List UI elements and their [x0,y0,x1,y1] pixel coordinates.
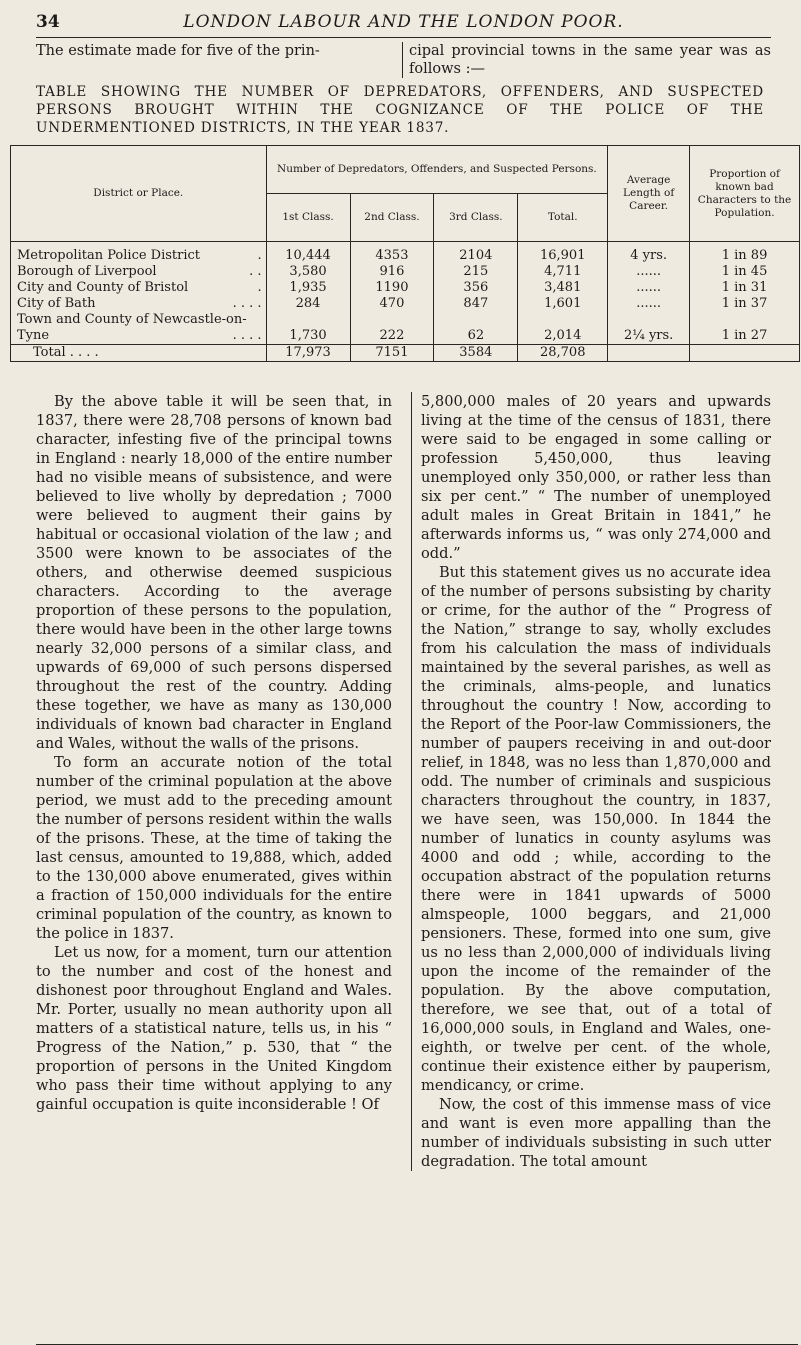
row-place: Metropolitan Police District [17,248,201,263]
row-dots: . . . . [232,328,262,343]
row-class-1: 3,580 [266,264,350,280]
row-place: Borough of Liverpool [17,264,157,279]
total-class-3: 3584 [434,345,518,362]
left-column [36,392,392,1114]
row-average: ...... [608,296,690,312]
header-average-length: Average Length of Career. [608,146,690,242]
table-total-row [11,345,800,362]
paragraph: Now, the cost of this immense mass of vice and want is even more appalling than the number of individuals subsisting in such utter degradation. The total amount [421,1096,771,1170]
row-total: 1,601 [518,296,608,312]
row-proportion: 1 in 89 [690,242,800,265]
row-average: 2¼ yrs. [608,312,690,345]
row-place: Town and County of Newcastle-on-Tyne [17,312,247,343]
header-number-group: Number of Depredators, Offenders, and Suspected Persons. [266,146,608,194]
intro-left: The estimate made for five of the prin- [36,43,320,59]
row-class-1: 1,935 [266,280,350,296]
row-class-2: 916 [350,264,434,280]
row-class-2: 222 [350,312,434,345]
row-dots: . . [249,264,262,279]
row-class-3: 62 [434,312,518,345]
header-total: Total. [518,194,608,242]
header-rule [36,37,771,38]
depredators-table [10,145,800,362]
row-dots: . . . . [232,296,262,311]
page-header [36,8,771,36]
total-class-1: 17,973 [266,345,350,362]
total-class-2: 7151 [350,345,434,362]
table-row [11,242,800,265]
paragraph: By the above table it will be seen that, in 1837, there were 28,708 persons of known bad character, infesting five of the principal towns in England : nearly 18,000 of the entire number had no visible means of subsistence, and were believed to live wholly by depredation ; 7000 were believed to augment their gains by habitual or occasional violation of the law ; and 3500 were known to be associates of the others, and otherwise deemed suspicious characters. According to the average proportion of these persons to the population, there would have been in the other large towns nearly 32,000 persons of a similar class, and upwards of 69,000 of such persons dispersed throughout the rest of the country. Adding these together, we have as many as 130,000 individuals of known bad character in England and Wales, without the walls of the prisons. [36,393,392,752]
header-proportion: Proportion of known bad Characters to the Population. [690,146,800,242]
row-class-3: 847 [434,296,518,312]
row-proportion: 1 in 45 [690,264,800,280]
paragraph: 5,800,000 males of 20 years and upwards living at the time of the census of 1831, there were said to be engaged in some calling or profession 5,450,000, thus leaving unemployed only 350,000, or rather less than six per cent.” “ The number of unemployed adult males in Great Britain in 1841,” he afterwards informs us, “ was only 274,000 and odd.” [421,393,771,562]
row-place: City and County of Bristol [17,280,189,295]
row-average: 4 yrs. [608,242,690,265]
row-dots: . [257,248,262,263]
row-class-3: 2104 [434,242,518,265]
table-row [11,280,800,296]
row-class-2: 4353 [350,242,434,265]
intro-right: cipal provincial towns in the same year was as follows :— [402,42,771,78]
table-row [11,312,800,345]
total-dots: . . . . [69,345,99,360]
header-class-1: 1st Class. [266,194,350,242]
table-row [11,264,800,280]
paragraph: But this statement gives us no accurate idea of the number of persons subsisting by charity or crime, for the author of the “ Progress of the Nation,” strange to say, wholly excludes from his calculation the mass of individuals maintained by the several parishes, as well as the criminals, alms-people, and lunatics throughout the country ! Now, according to the Report of the Poor-law Commissioners, the number of paupers receiving in and out-door relief, in 1848, was no less than 1,870,000 and odd. The number of criminals and suspicious characters throughout the country, in 1837, we have seen, was 150,000. In 1844 the number of lunatics in county asylums was 4000 and odd ; while, according to the occupation abstract of the population returns there were in 1841 upwards of 5000 almspeople, 1000 beggars, and 21,000 pensioners. These, formed into one sum, give us no less than 2,000,000 of individuals living upon the income of the remainder of the population. By the above computation, therefore, we see that, out of a total of 16,000,000 souls, in England and Wales, one-eighth, or twelve per cent. of the whole, continue their existence either by pauperism, mendicancy, or crime. [421,564,771,1094]
row-class-1: 284 [266,296,350,312]
total-total: 28,708 [518,345,608,362]
header-class-2: 2nd Class. [350,194,434,242]
row-class-1: 10,444 [266,242,350,265]
row-class-2: 470 [350,296,434,312]
table-title: TABLE SHOWING THE NUMBER OF DEPREDATORS, OFFENDERS, AND SUSPECTED PERSONS BROUGHT WITHIN THE COGNIZANCE OF THE POLICE OF THE UNDERMENTIONED DISTRICTS, IN THE YEAR 1837. [36,84,764,136]
row-total: 3,481 [518,280,608,296]
row-dots: . [257,280,262,295]
row-class-3: 356 [434,280,518,296]
row-total: 4,711 [518,264,608,280]
page-number: 34 [36,12,60,32]
running-head: LONDON LABOUR AND THE LONDON POOR. [183,12,624,32]
row-average: ...... [608,264,690,280]
header-district: District or Place. [11,146,267,242]
paragraph: Let us now, for a moment, turn our attention to the number and cost of the honest and dishonest poor throughout England and Wales. Mr. Porter, usually no mean authority upon all matters of a statistical nature, tells us, in his “ Progress of the Nation,” p. 530, that “ the proportion of persons in the United Kingdom who pass their time without applying to any gainful occupation is quite inconsiderable ! Of [36,944,392,1113]
right-column [411,392,771,1171]
row-class-2: 1190 [350,280,434,296]
row-total: 16,901 [518,242,608,265]
row-proportion: 1 in 27 [690,312,800,345]
paragraph: To form an accurate notion of the total number of the criminal population at the above period, we must add to the preceding amount the number of persons resident within the walls of the prisons. These, at the time of taking the last census, amounted to 19,888, which, added to the 130,000 above enumerated, gives within a fraction of 150,000 individuals for the entire criminal population of the country, as known to the police in 1837. [36,754,392,942]
row-total: 2,014 [518,312,608,345]
header-class-3: 3rd Class. [434,194,518,242]
row-class-3: 215 [434,264,518,280]
row-class-1: 1,730 [266,312,350,345]
row-proportion: 1 in 37 [690,296,800,312]
row-place: City of Bath [17,296,96,311]
row-average: ...... [608,280,690,296]
row-proportion: 1 in 31 [690,280,800,296]
total-label: Total [33,345,66,360]
table-row [11,296,800,312]
